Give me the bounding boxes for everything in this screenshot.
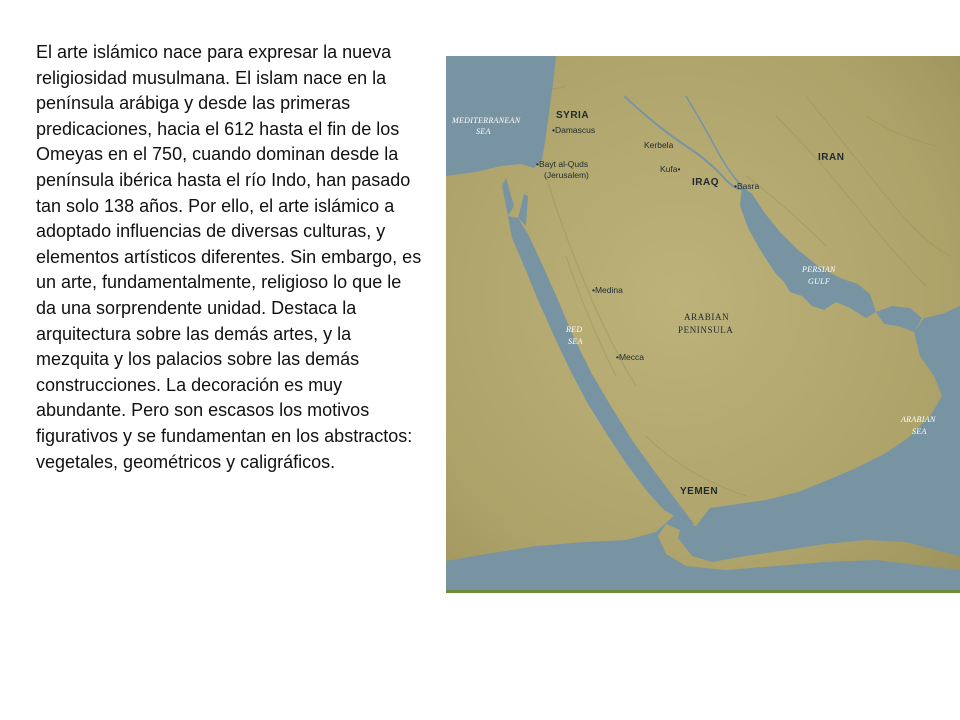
- iran-label: IRAN: [818, 152, 845, 163]
- article-paragraph: El arte islámico nace para expresar la nueva religiosidad musulmana. El islam nace en la península arábiga y desde las primeras predicaciones, hacia el 612 hasta el fin de los Omeyas en el 750, cuando dominan desde la península ibérica hasta el río Indo, han pasado tan solo 138 años. Por ello, el arte islámico a adoptado influencias de diversas culturas, y elementos artísticos diferentes. Sin embargo, es un arte, fundamentalmente, religioso lo que le da una sorprendente unidad. Destaca la arquitectura sobre las demás artes, y la mezquita y los palacios sobre las demás construcciones. La decoración es muy abundante. Pero son escasos los motivos figurativos y se fundamentan en los abstractos: vegetales, geométricos y caligráficos.: [36, 42, 422, 472]
- mediterranean-label: MEDITERRANEAN: [452, 116, 521, 125]
- jerusalem-label: (Jerusalem): [544, 170, 589, 180]
- arabian-peninsula-map: [446, 56, 960, 593]
- syria-label: SYRIA: [556, 110, 590, 121]
- mediterranean-label-2: SEA: [476, 127, 491, 136]
- article-text: [36, 40, 426, 475]
- arabian-sea-label: ARABIAN: [901, 415, 936, 424]
- bayt-al-quds-label: •Bayt al-Quds: [536, 159, 589, 169]
- persian-gulf-label: PERSIAN: [802, 265, 836, 274]
- map-graphic: [446, 56, 960, 593]
- medina-label: •Medina: [592, 285, 623, 295]
- red-sea-label: RED: [566, 325, 583, 334]
- arabian-sea-label-2: SEA: [912, 427, 927, 436]
- basra-label: •Basra: [734, 181, 760, 191]
- persian-gulf-label-2: GULF: [808, 277, 831, 286]
- kufa-label: Kufa•: [660, 164, 681, 174]
- mecca-label: •Mecca: [616, 352, 645, 362]
- yemen-label: YEMEN: [680, 486, 719, 497]
- red-sea-label-2: SEA: [568, 337, 583, 346]
- arabian-peninsula-label: ARABIAN: [684, 312, 730, 322]
- arabian-peninsula-label-2: PENINSULA: [678, 325, 734, 335]
- kerbela-label: Kerbela: [644, 140, 674, 150]
- map-bottom-border: [446, 590, 960, 593]
- damascus-label: •Damascus: [552, 125, 596, 135]
- iraq-label: IRAQ: [692, 177, 719, 188]
